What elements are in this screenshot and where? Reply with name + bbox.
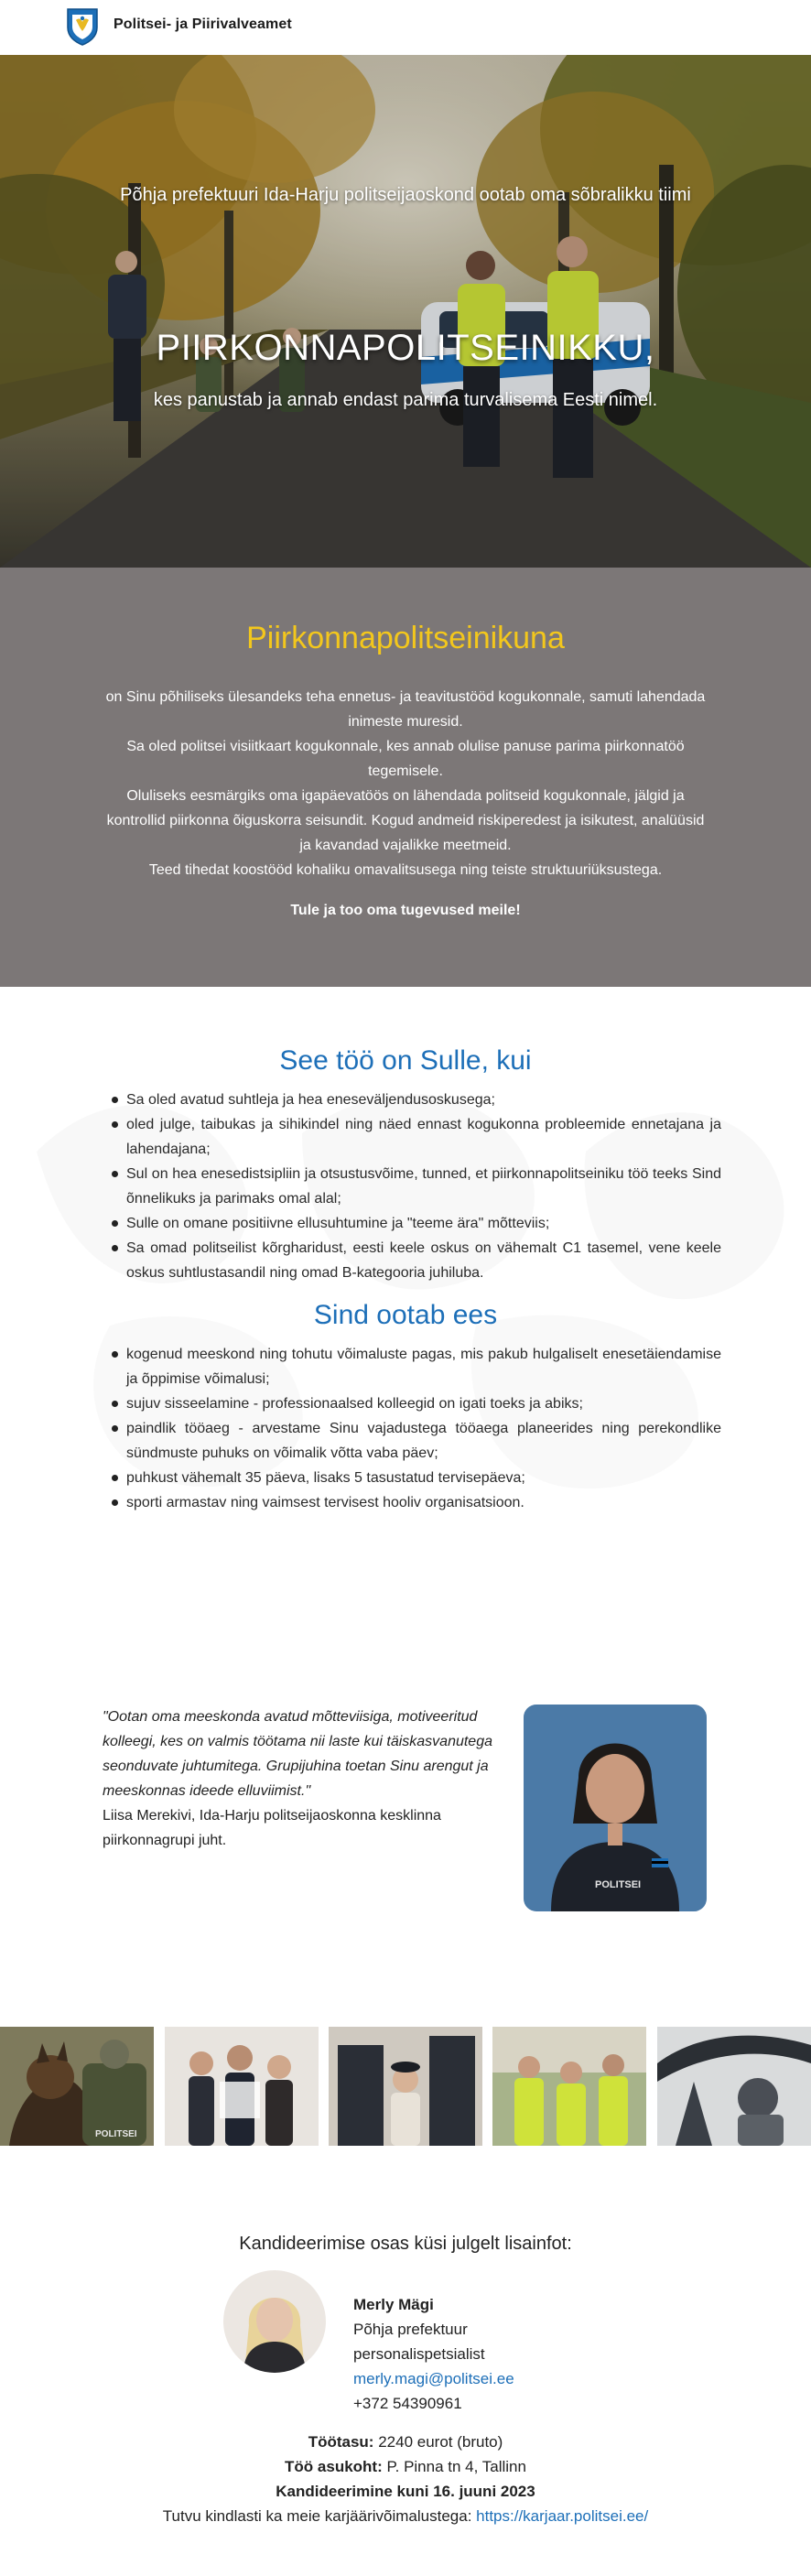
list-item: Sa oled avatud suhtleja ja hea eneseväljendusoskusega; bbox=[110, 1088, 721, 1112]
careers-line bbox=[0, 2504, 811, 2528]
list-item: puhkust vähemalt 35 päeva, lisaks 5 tasustatud tervisepäeva; bbox=[110, 1466, 721, 1490]
intro-title: Piirkonnapolitseinikuna bbox=[246, 621, 565, 655]
list-item: Sa omad politseilist kõrgharidust, eesti keele oskus on vähemalt C1 tasemel, vene keele oskus suhtlustasandil ning omad B-kategooria juhiluba. bbox=[110, 1236, 721, 1285]
photo-strip bbox=[0, 2027, 811, 2146]
list-item: Sulle on omane positiivne ellusuhtumine ja "teeme ära" mõtteviis; bbox=[110, 1211, 721, 1236]
salary-label: Töötasu: bbox=[308, 2433, 374, 2451]
requirements-section bbox=[0, 987, 811, 1554]
location-value: P. Pinna tn 4, Tallinn bbox=[382, 2458, 526, 2475]
salary-value: 2240 eurot (bruto) bbox=[373, 2433, 503, 2451]
manager-portrait bbox=[524, 1705, 707, 1911]
list-item: sporti armastav ning vaimsest tervisest hooliv organisatsioon. bbox=[110, 1490, 721, 1515]
contact-avatar bbox=[223, 2270, 326, 2373]
strip-photo-kids bbox=[329, 2027, 482, 2146]
careers-text: Tutvu kindlasti ka meie karjäärivõimalustega: bbox=[162, 2507, 477, 2525]
salary-line bbox=[0, 2430, 811, 2454]
manager-quote bbox=[103, 1705, 496, 1853]
hero-lead: kes panustab ja annab endast parima turvalisema Eesti nimel. bbox=[153, 390, 658, 410]
contact-email-link[interactable]: merly.magi@politsei.ee bbox=[353, 2370, 514, 2387]
requirements-title: See töö on Sulle, kui bbox=[279, 1045, 532, 1076]
location-label: Töö asukoht: bbox=[285, 2458, 383, 2475]
intro-paragraph: Teed tihedat koostööd kohaliku omavalitsusega ning teiste struktuuriüksustega. bbox=[148, 862, 663, 878]
careers-link[interactable]: https://karjaar.politsei.ee/ bbox=[476, 2507, 649, 2525]
contact-phone: +372 54390961 bbox=[353, 2395, 462, 2412]
hero-subtitle: Põhja prefektuuri Ida-Harju politseijaoskond ootab oma sõbralikku tiimi bbox=[120, 185, 691, 205]
contact-name: Merly Mägi bbox=[353, 2296, 434, 2313]
list-item: kogenud meeskond ning tohutu võimaluste pagas, mis pakub hulgaliselt enesetäiendamise ja õppimise võimalusi; bbox=[110, 1342, 721, 1391]
intro-paragraph: Sa oled politsei visiitkaart kogukonnale, kes annab olulise panuse parima piirkonnatöö tegemisele. bbox=[126, 739, 685, 779]
strip-photo-officers bbox=[492, 2027, 646, 2146]
list-item: sujuv sisseelamine - professionaalsed kolleegid on igati toeks ja abiks; bbox=[110, 1391, 721, 1416]
contact-heading: Kandideerimise osas küsi julgelt lisainfot: bbox=[239, 2234, 572, 2254]
strip-photo-dog bbox=[0, 2027, 154, 2146]
brand-name[interactable]: Politsei- ja Piirivalveamet bbox=[114, 16, 292, 32]
quote-author: Liisa Merekivi, Ida-Harju politseijaoskonna kesklinna piirkonnagrupi juht. bbox=[103, 1808, 441, 1848]
portrait-badge-text: POLITSEI bbox=[595, 1879, 642, 1890]
quote-text: "Ootan oma meeskonda avatud mõtteviisiga, motiveeritud kolleegi, kes on valmis töötama nii laste kui täiskasvanutega seonduvate juhtumitega. Grupijuhina toetan Sinu arengut ja meeskonnas ideede elluviimist." bbox=[103, 1709, 492, 1799]
offers-list bbox=[110, 1342, 721, 1515]
contact-info bbox=[353, 2292, 514, 2416]
list-item: oled julge, taibukas ja sihikindel ning näed ennast kogukonna probleemide ennetajana ja lahendajana; bbox=[110, 1112, 721, 1162]
hero-banner bbox=[0, 55, 811, 568]
deadline-line bbox=[0, 2479, 811, 2504]
strip-photo-helicopter bbox=[657, 2027, 811, 2146]
hero-photo bbox=[0, 55, 811, 568]
strip-badge-text: POLITSEI bbox=[95, 2129, 137, 2139]
site-header bbox=[0, 0, 811, 55]
contact-role-line: Põhja prefektuur bbox=[353, 2321, 468, 2338]
hero-title: PIIRKONNAPOLITSEINIKKU, bbox=[156, 328, 655, 368]
ppa-shield-icon[interactable] bbox=[66, 7, 99, 46]
intro-paragraph: Oluliseks eesmärgiks oma igapäevatöös on lähendada politseid kogukonnale, jälgid ja kontrollid piirkonna õiguskorra seisundit. Kogud andmeid riskiperedest ja isikutest, analüüsid ja kavandad vajalikke meetmeid. bbox=[106, 788, 705, 853]
intro-paragraph: on Sinu põhiliseks ülesandeks teha ennetus- ja teavitustööd kogukonnale, samuti lahendada inimeste muresid. bbox=[105, 689, 706, 730]
deadline-text: Kandideerimine kuni 16. juuni 2023 bbox=[276, 2483, 535, 2500]
intro-section bbox=[0, 568, 811, 987]
list-item: Sul on hea enesedistsipliin ja otsustusvõime, tunned, et piirkonnapolitseiniku töö teeks Sind õnnelikuks ja parimaks omal alal; bbox=[110, 1162, 721, 1211]
intro-body bbox=[101, 685, 710, 882]
intro-cta: Tule ja too oma tugevused meile! bbox=[290, 903, 521, 918]
location-line bbox=[0, 2454, 811, 2479]
offers-title: Sind ootab ees bbox=[313, 1300, 498, 1330]
job-details bbox=[0, 2430, 811, 2528]
list-item: paindlik tööaeg - arvestame Sinu vajadustega tööaega planeerides ning perekondlike sündmuste puhuks on võimalik võtta vaba päev; bbox=[110, 1416, 721, 1466]
strip-photo-group bbox=[165, 2027, 319, 2146]
contact-role-line: personalispetsialist bbox=[353, 2345, 485, 2363]
requirements-list bbox=[110, 1088, 721, 1285]
